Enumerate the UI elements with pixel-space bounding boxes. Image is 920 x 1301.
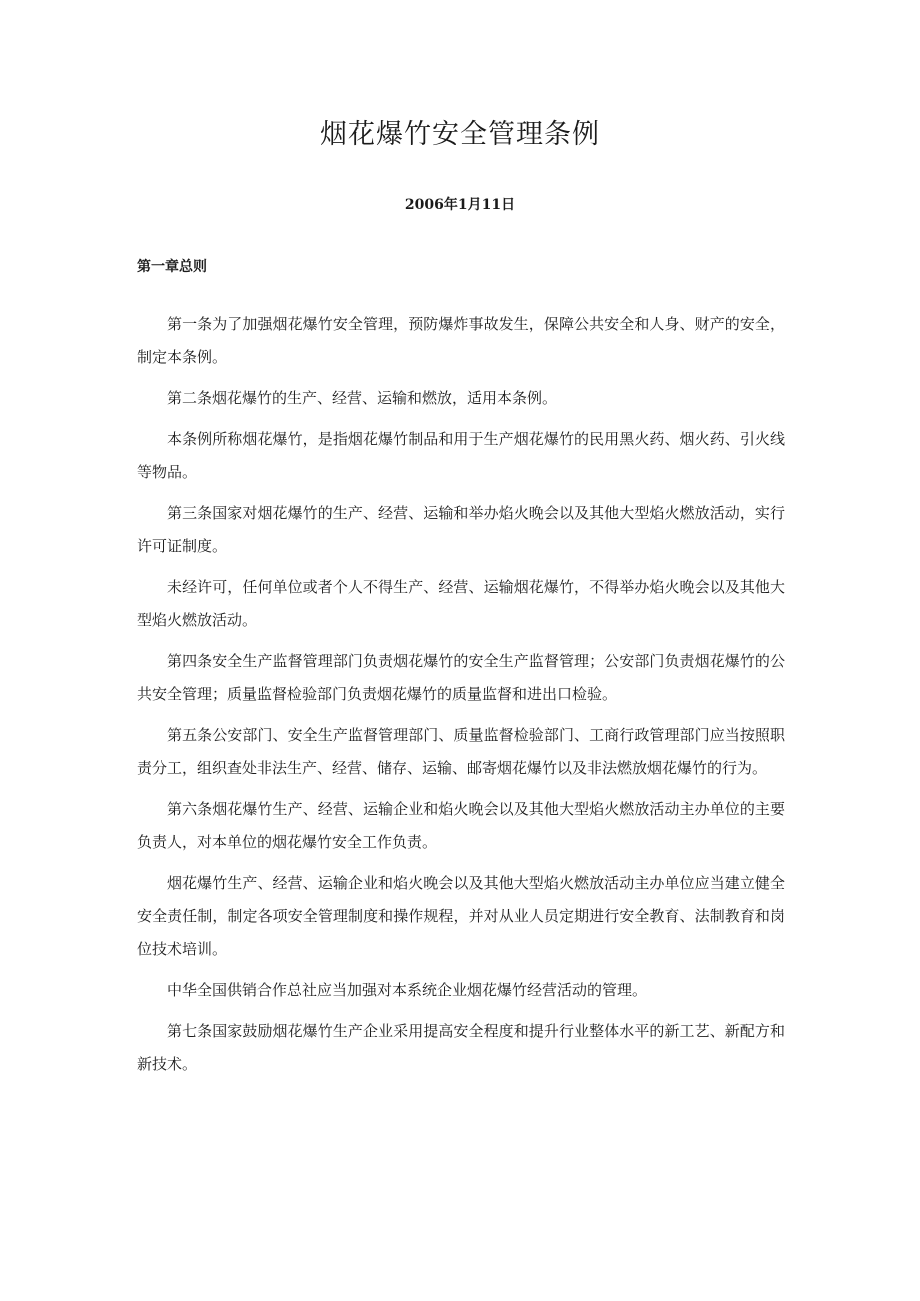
paragraph: 第二条烟花爆竹的生产、经营、运输和燃放，适用本条例。 <box>167 389 558 407</box>
paragraph: 第六条烟花爆竹生产、经营、运输企业和焰火晚会以及其他大型焰火燃放活动主办单位的主要负责人，对本单位的烟花爆竹安全工作负责。 <box>137 800 785 851</box>
paragraph: 第一条为了加强烟花爆竹安全管理，预防爆炸事故发生，保障公共安全和人身、财产的安全，制定本条例。 <box>137 315 785 366</box>
paragraph: 第五条公安部门、安全生产监督管理部门、质量监督检验部门、工商行政管理部门应当按照职责分工，组织查处非法生产、经营、储存、运输、邮寄烟花爆竹以及非法燃放烟花爆竹的行为。 <box>137 726 785 777</box>
document-date: 2006年1月11日 <box>404 197 516 213</box>
paragraph: 第七条国家鼓励烟花爆竹生产企业采用提高安全程度和提升行业整体水平的新工艺、新配方和新技术。 <box>137 1022 785 1073</box>
paragraph: 第三条国家对烟花爆竹的生产、经营、运输和举办焰火晚会以及其他大型焰火燃放活动，实行许可证制度。 <box>137 504 785 555</box>
document-title: 烟花爆竹安全管理条例 <box>320 119 600 150</box>
paragraph: 未经许可，任何单位或者个人不得生产、经营、运输烟花爆竹，不得举办焰火晚会以及其他大型焰火燃放活动。 <box>137 578 785 629</box>
paragraph: 中华全国供销合作总社应当加强对本系统企业烟花爆竹经营活动的管理。 <box>167 981 648 999</box>
paragraph: 本条例所称烟花爆竹，是指烟花爆竹制品和用于生产烟花爆竹的民用黑火药、烟火药、引火线等物品。 <box>137 430 785 481</box>
document-body <box>137 308 785 1089</box>
paragraph: 烟花爆竹生产、经营、运输企业和焰火晚会以及其他大型焰火燃放活动主办单位应当建立健全安全责任制，制定各项安全管理制度和操作规程，并对从业人员定期进行安全教育、法制教育和岗位技术培训。 <box>137 874 785 958</box>
paragraph: 第四条安全生产监督管理部门负责烟花爆竹的安全生产监督管理；公安部门负责烟花爆竹的公共安全管理；质量监督检验部门负责烟花爆竹的质量监督和进出口检验。 <box>137 652 785 703</box>
chapter-heading: 第一章总则 <box>137 259 207 275</box>
